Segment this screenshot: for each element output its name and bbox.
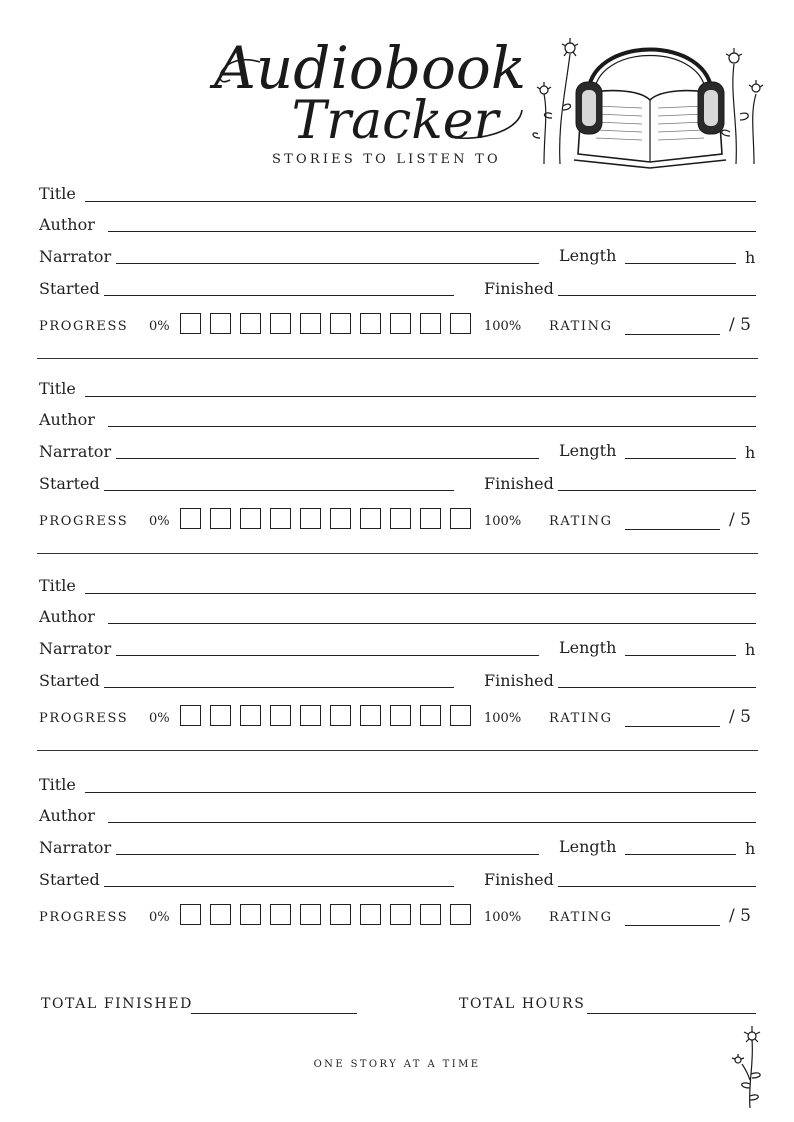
length-label: Length — [559, 837, 617, 856]
progress-checkbox[interactable] — [420, 508, 441, 529]
progress-start-label: 0% — [149, 711, 170, 726]
title-label: Title — [39, 379, 76, 398]
length-field[interactable] — [625, 655, 736, 656]
finished-label: Finished — [484, 671, 554, 690]
total-finished-field[interactable] — [191, 1013, 357, 1014]
progress-checkbox[interactable] — [450, 313, 471, 334]
rating-scale: / 5 — [729, 707, 751, 727]
progress-label: PROGRESS — [39, 514, 129, 529]
author-label: Author — [39, 607, 95, 626]
progress-checkbox[interactable] — [420, 904, 441, 925]
progress-checkbox[interactable] — [210, 508, 231, 529]
length-unit: h — [745, 248, 756, 267]
narrator-field[interactable] — [116, 263, 539, 264]
progress-checkbox[interactable] — [180, 508, 201, 529]
author-label: Author — [39, 806, 95, 825]
progress-checkbox[interactable] — [300, 313, 321, 334]
rating-scale: / 5 — [729, 315, 751, 335]
length-label: Length — [559, 246, 617, 265]
narrator-label: Narrator — [39, 247, 112, 266]
progress-start-label: 0% — [149, 514, 170, 529]
progress-label: PROGRESS — [39, 711, 129, 726]
finished-label: Finished — [484, 474, 554, 493]
progress-checkbox[interactable] — [390, 313, 411, 334]
subtitle: STORIES TO LISTEN TO — [272, 152, 501, 167]
length-field[interactable] — [625, 263, 736, 264]
progress-end-label: 100% — [484, 514, 522, 529]
wildflower-icon — [730, 1024, 770, 1110]
narrator-label: Narrator — [39, 838, 112, 857]
progress-checkbox[interactable] — [180, 705, 201, 726]
started-field[interactable] — [104, 490, 454, 491]
progress-checkbox[interactable] — [450, 904, 471, 925]
progress-checkbox[interactable] — [330, 313, 351, 334]
author-label: Author — [39, 410, 95, 429]
entry-divider — [37, 358, 758, 359]
progress-checkbox[interactable] — [270, 508, 291, 529]
progress-end-label: 100% — [484, 319, 522, 334]
progress-checkbox[interactable] — [270, 313, 291, 334]
length-label: Length — [559, 441, 617, 460]
progress-end-label: 100% — [484, 910, 522, 925]
finished-field[interactable] — [558, 490, 756, 491]
progress-checkbox[interactable] — [390, 508, 411, 529]
progress-checkbox[interactable] — [240, 705, 261, 726]
progress-checkbox[interactable] — [360, 508, 381, 529]
rating-field[interactable] — [625, 529, 720, 530]
rating-label: RATING — [549, 910, 613, 925]
wildflower-icon — [533, 38, 578, 164]
rating-label: RATING — [549, 711, 613, 726]
length-unit: h — [745, 443, 756, 462]
title-field[interactable] — [85, 201, 756, 202]
progress-checkbox[interactable] — [180, 904, 201, 925]
narrator-label: Narrator — [39, 639, 112, 658]
headphones-on-open-book-icon — [530, 14, 770, 174]
length-field[interactable] — [625, 854, 736, 855]
progress-checkbox[interactable] — [360, 705, 381, 726]
length-field[interactable] — [625, 458, 736, 459]
progress-checkbox[interactable] — [240, 904, 261, 925]
narrator-field[interactable] — [116, 854, 539, 855]
progress-checkbox[interactable] — [360, 904, 381, 925]
progress-checkbox[interactable] — [390, 705, 411, 726]
length-label: Length — [559, 638, 617, 657]
title-field[interactable] — [85, 593, 756, 594]
progress-checkbox[interactable] — [450, 705, 471, 726]
progress-checkbox[interactable] — [210, 313, 231, 334]
progress-checkbox[interactable] — [300, 705, 321, 726]
title-field[interactable] — [85, 396, 756, 397]
entry-divider — [37, 750, 758, 751]
finished-field[interactable] — [558, 886, 756, 887]
progress-checkbox[interactable] — [420, 705, 441, 726]
progress-label: PROGRESS — [39, 910, 129, 925]
progress-start-label: 0% — [149, 319, 170, 334]
finished-field[interactable] — [558, 687, 756, 688]
author-label: Author — [39, 215, 95, 234]
footer-tagline: ONE STORY AT A TIME — [313, 1059, 481, 1070]
progress-checkbox[interactable] — [240, 508, 261, 529]
started-label: Started — [39, 279, 100, 298]
started-label: Started — [39, 671, 100, 690]
finished-label: Finished — [484, 279, 554, 298]
progress-checkbox[interactable] — [360, 313, 381, 334]
progress-checkbox[interactable] — [210, 904, 231, 925]
entry-divider — [37, 553, 758, 554]
title-label: Title — [39, 576, 76, 595]
rating-field[interactable] — [625, 726, 720, 727]
rating-field[interactable] — [625, 925, 720, 926]
started-field[interactable] — [104, 295, 454, 296]
rating-scale: / 5 — [729, 510, 751, 530]
started-field[interactable] — [104, 886, 454, 887]
total-hours-field[interactable] — [587, 1013, 756, 1014]
progress-label: PROGRESS — [39, 319, 129, 334]
narrator-field[interactable] — [116, 458, 539, 459]
progress-checkbox[interactable] — [450, 508, 471, 529]
finished-label: Finished — [484, 870, 554, 889]
progress-checkbox[interactable] — [210, 705, 231, 726]
progress-checkbox[interactable] — [270, 705, 291, 726]
progress-end-label: 100% — [484, 711, 522, 726]
title-label: Title — [39, 184, 76, 203]
total-hours-label: TOTAL HOURS — [459, 996, 586, 1012]
title-field[interactable] — [85, 792, 756, 793]
length-unit: h — [745, 640, 756, 659]
rating-scale: / 5 — [729, 906, 751, 926]
progress-checkbox[interactable] — [390, 904, 411, 925]
author-field[interactable] — [108, 822, 756, 823]
progress-checkbox[interactable] — [330, 904, 351, 925]
narrator-label: Narrator — [39, 442, 112, 461]
started-label: Started — [39, 870, 100, 889]
title-line-1: Audiobook — [214, 34, 526, 102]
progress-checkbox[interactable] — [330, 705, 351, 726]
progress-checkbox[interactable] — [300, 904, 321, 925]
progress-checkbox[interactable] — [300, 508, 321, 529]
rating-label: RATING — [549, 514, 613, 529]
title-label: Title — [39, 775, 76, 794]
progress-checkbox[interactable] — [330, 508, 351, 529]
progress-checkbox[interactable] — [420, 313, 441, 334]
progress-checkbox[interactable] — [270, 904, 291, 925]
progress-checkbox[interactable] — [240, 313, 261, 334]
author-field[interactable] — [108, 426, 756, 427]
progress-checkbox[interactable] — [180, 313, 201, 334]
title-line-2: Tracker — [291, 91, 499, 151]
rating-label: RATING — [549, 319, 613, 334]
length-unit: h — [745, 839, 756, 858]
author-field[interactable] — [108, 231, 756, 232]
rating-field[interactable] — [625, 334, 720, 335]
narrator-field[interactable] — [116, 655, 539, 656]
started-field[interactable] — [104, 687, 454, 688]
author-field[interactable] — [108, 623, 756, 624]
started-label: Started — [39, 474, 100, 493]
finished-field[interactable] — [558, 295, 756, 296]
progress-start-label: 0% — [149, 910, 170, 925]
total-finished-label: TOTAL FINISHED — [41, 996, 193, 1012]
